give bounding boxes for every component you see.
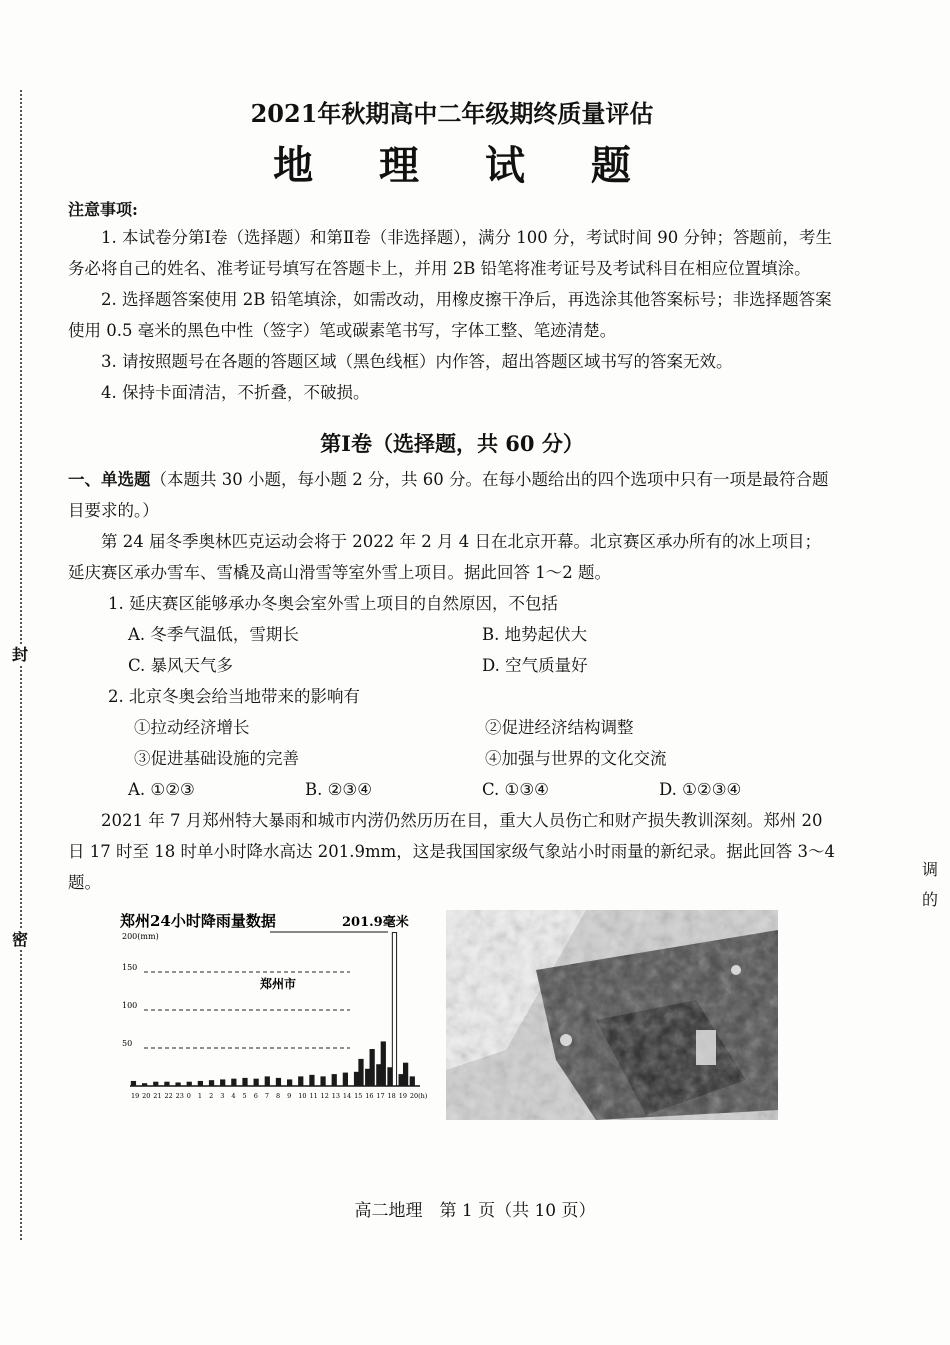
- x-tick-label: 10: [298, 1092, 307, 1100]
- x-tick-label: 8: [276, 1092, 281, 1100]
- rain-bar: [410, 1077, 414, 1086]
- x-tick-label: 19: [131, 1092, 140, 1100]
- x-tick-label: 16: [365, 1092, 374, 1100]
- item-3: ③促进基础设施的完善: [134, 749, 299, 768]
- seal-char-feng: 封: [12, 645, 29, 664]
- question-2-options-row: [68, 774, 836, 805]
- rain-bar: [310, 1075, 314, 1086]
- x-tick-label: 22: [164, 1092, 173, 1100]
- x-tick-label: 15: [354, 1092, 363, 1100]
- binding-dotted-line: [20, 90, 22, 1240]
- rain-bar: [354, 1072, 358, 1086]
- rain-bar: [221, 1080, 225, 1086]
- figures-row: [68, 908, 836, 1118]
- x-tick-label: 6: [253, 1092, 258, 1100]
- x-tick-label: 9: [287, 1092, 292, 1100]
- item-4: ④加强与世界的文化交流: [485, 749, 667, 768]
- rain-bar: [332, 1075, 336, 1086]
- x-tick-label: 2: [209, 1092, 214, 1100]
- exam-subtitle: 2021年秋期高中二年级期终质量评估: [250, 99, 654, 128]
- option-a: A. 冬季气温低，雪期长: [128, 625, 299, 644]
- x-tick-label: 23: [175, 1092, 184, 1100]
- y-tick-label: 50: [122, 1039, 133, 1048]
- rain-bar: [392, 933, 396, 1086]
- rain-bar: [187, 1082, 191, 1086]
- rain-bar: [131, 1081, 135, 1086]
- rain-bar: [209, 1081, 213, 1086]
- section-instruction: [68, 464, 836, 526]
- x-tick-label: 20: [142, 1092, 151, 1100]
- instruction-label: 一、单选题: [68, 470, 151, 489]
- rain-bar: [154, 1082, 158, 1086]
- margin-char-1: 调: [922, 860, 939, 879]
- x-tick-label: 3: [220, 1092, 225, 1100]
- rain-bar: [243, 1078, 247, 1086]
- x-tick-label: 4: [231, 1092, 236, 1100]
- seal-char-mi: 密: [12, 930, 29, 949]
- rain-bar: [377, 1065, 381, 1086]
- x-tick-label: 7: [264, 1092, 269, 1100]
- question-2-stem: 2. 北京冬奥会给当地带来的影响有: [108, 687, 360, 706]
- option-d: D. ①②③④: [659, 780, 742, 799]
- rain-bar: [388, 1068, 392, 1086]
- item-1: ①拉动经济增长: [134, 718, 250, 737]
- option-b: B. 地势起伏大: [482, 625, 588, 644]
- y-axis-label: 200(mm): [122, 932, 159, 941]
- rain-bar: [165, 1082, 169, 1086]
- flood-photo: [446, 910, 778, 1120]
- exam-title: 地 理 试 题: [273, 142, 657, 189]
- rain-bar: [399, 1075, 403, 1086]
- item-2: ②促进经济结构调整: [485, 718, 634, 737]
- rain-bar: [321, 1077, 325, 1086]
- rain-bar: [359, 1059, 363, 1086]
- question-1-options-row: [68, 619, 836, 650]
- x-tick-label: 0: [186, 1092, 191, 1100]
- question-2-items-row: [68, 743, 836, 774]
- option-a: A. ①②③: [128, 780, 195, 799]
- chart-title: 郑州24小时降雨量数据: [120, 912, 276, 930]
- section-title: 第Ⅰ卷（选择题，共 60 分）: [320, 431, 584, 456]
- rain-bar: [276, 1078, 280, 1086]
- y-tick-label: 100: [122, 1001, 138, 1010]
- margin-char-2: 的: [922, 890, 939, 909]
- x-tick-label: 21: [153, 1092, 162, 1100]
- x-tick-label: 12: [320, 1092, 329, 1100]
- note-item: 4. 保持卡面清洁，不折叠，不破损。: [101, 383, 370, 402]
- x-tick-label: 17: [376, 1092, 385, 1100]
- page-footer: 高二地理 第 1 页（共 10 页）: [354, 1201, 596, 1221]
- rain-bar: [287, 1080, 291, 1086]
- note-item: 3. 请按照题号在各题的答题区域（黑色线框）内作答，超出答题区域书写的答案无效。: [101, 352, 733, 371]
- rain-bar: [254, 1079, 258, 1086]
- question-2-items-row: [68, 712, 836, 743]
- rain-bar: [299, 1077, 303, 1086]
- rain-bar: [381, 1042, 385, 1086]
- option-c: C. ①③④: [482, 780, 549, 799]
- x-tick-label: 14: [342, 1092, 352, 1100]
- x-tick-label: 1: [197, 1092, 203, 1100]
- rain-bar: [370, 1050, 374, 1086]
- rain-bar: [142, 1084, 146, 1086]
- option-b: B. ②③④: [305, 780, 372, 799]
- x-tick-label: 11: [309, 1092, 318, 1100]
- passage-zhengzhou: 2021 年 7 月郑州特大暴雨和城市内涝仍然历历在目，重大人员伤亡和财产损失教训深刻。郑州 20 日 17 时至 18 时单小时降水高达 201.9mm，这是我国国家级气象站小时雨量的新纪录。据此回答 3～4 题。: [68, 811, 835, 892]
- option-d: D. 空气质量好: [482, 656, 588, 675]
- peak-value-label: 201.9毫米: [342, 915, 409, 930]
- x-tick-label: 13: [331, 1092, 341, 1100]
- rain-bar: [198, 1081, 202, 1086]
- x-tick-label: 5: [242, 1092, 247, 1100]
- note-item: 2. 选择题答案使用 2B 铅笔填涂，如需改动，用橡皮擦干净后，再选涂其他答案标号；非选择题答案使用 0.5 毫米的黑色中性（签字）笔或碳素笔书写，字体工整、笔迹清楚。: [68, 290, 832, 340]
- y-tick-label: 150: [122, 963, 138, 972]
- exam-page: [68, 96, 836, 1118]
- rain-bar: [403, 1063, 407, 1086]
- passage-olympics: 第 24 届冬季奥林匹克运动会将于 2022 年 2 月 4 日在北京开幕。北京赛区承办所有的冰上项目；延庆赛区承办雪车、雪橇及高山滑雪等室外雪上项目。据此回答 1～2 题。: [68, 532, 821, 582]
- x-tick-label: 20(h): [409, 1092, 428, 1100]
- x-tick-label: 19: [398, 1092, 407, 1100]
- rain-bar: [265, 1077, 269, 1086]
- question-1-stem: 1. 延庆赛区能够承办冬奥会室外雪上项目的自然原因，不包括: [108, 594, 558, 613]
- instruction-text: （本题共 30 小题，每小题 2 分，共 60 分。在每小题给出的四个选项中只有一项是最符合题目要求的。）: [68, 470, 829, 520]
- rain-bar: [176, 1083, 180, 1086]
- rain-bar: [366, 1069, 370, 1086]
- x-tick-label: 18: [387, 1092, 396, 1100]
- rainfall-bar-chart: [120, 908, 430, 1118]
- station-label: 郑州市: [260, 977, 297, 991]
- rain-bar: [232, 1079, 236, 1086]
- note-item: 1. 本试卷分第Ⅰ卷（选择题）和第Ⅱ卷（非选择题），满分 100 分，考试时间 90 分钟；答题前，考生务必将自己的姓名、准考证号填写在答题卡上，并用 2B 铅笔将准考证号及考试科目在相应位置填涂。: [68, 228, 832, 278]
- rain-bar: [343, 1073, 347, 1086]
- option-c: C. 暴风天气多: [128, 656, 234, 675]
- notes-heading: 注意事项:: [68, 200, 138, 219]
- question-1-options-row: [68, 650, 836, 681]
